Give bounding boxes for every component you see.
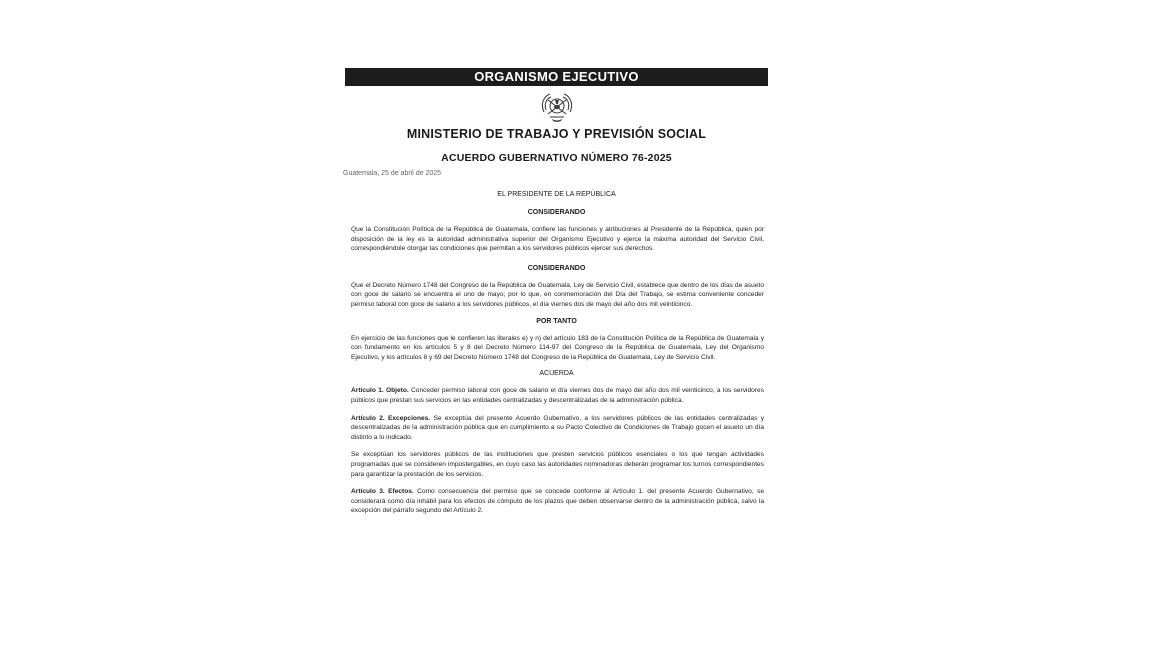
considerando-paragraph-2: Que el Decreto Número 1748 del Congreso de la República de Guatemala, Ley de Servicio Civil, establece que dentro de los días de asueto con goce de salario se encuentra el uno de mayo; por lo que, en conmemoración del Día del Trabajo, se estima conveniente conceder permiso laboral con goce de salario a los servidores públicos, el día viernes dos de mayo del año dos mil veinticinco. [351, 281, 764, 308]
article-3-title: Artículo 3. Efectos. [351, 488, 414, 496]
president-heading: EL PRESIDENTE DE LA REPÚBLICA [497, 191, 616, 198]
article-2-exception-paragraph [345, 450, 768, 479]
considerando-heading-2: CONSIDERANDO [527, 264, 586, 272]
considerando-heading-1: CONSIDERANDO [527, 209, 586, 216]
article-1-text: Conceder permiso laboral con goce de salario el día viernes dos de mayo del año dos mil veinticinco, a los servidores públicos que prestan sus servicios en las entidades centralizadas y descentralizadas de la administración pública. [351, 387, 764, 404]
article-2-paragraph [345, 414, 768, 443]
article-2-title: Artículo 2. Excepciones. [351, 414, 431, 422]
article-3-paragraph [345, 487, 768, 516]
guatemala-coat-of-arms-icon [536, 90, 578, 124]
article-2-exception-text: Se exceptúan los servidores públicos de las instituciones que presten servicios públicos esenciales o los que tengan actividades programadas que se consideren impostergables, en cuyo caso las autoridades nominadoras deberán programar los turnos correspondientes para garantizar la prestación de los servicios. [351, 451, 764, 478]
considerando-paragraph-1: Que la Constitución Política de la República de Guatemala, confiere las funciones y atribuciones al Presidente de la República, quien por disposición de la ley es la autoridad administrativa superior del Organismo Ejecutivo y ejerce la máxima autoridad del Servicio Civil, correspondiéndole otorgar las condiciones que permitan a los servidores públicos ejercer sus derechos. [351, 226, 764, 253]
article-2-text: Se exceptúa del presente Acuerdo Gubernativo, a los servidores públicos de las entidades centralizadas y descentralizadas de la administración pública que en cumplimiento a su Pacto Colectivo de Condiciones de Trabajo gocen el asueto un día distinto a lo indicado. [351, 414, 764, 441]
banner-title: ORGANISMO EJECUTIVO [345, 68, 768, 86]
acuerda-heading: ACUERDA [539, 370, 574, 378]
document-page [345, 68, 768, 516]
por-tanto-paragraph: En ejercicio de las funciones que le confieren las literales e) y n) del artículo 183 de la Constitución Política de la República de Guatemala y con fundamento en los artículos 5 y 8 del Decreto Número 114-97 del Congreso de la República de Guatemala, Ley del Organismo Ejecutivo, y los artículos 8 y 69 del Decreto Número 1748 del Congreso de la República de Guatemala, Ley de Servicio Civil. [351, 334, 764, 361]
article-3-text: Como consecuencia del permiso que se concede conforme al Artículo 1. del presente Acuerdo Gubernativo, se considerará como día inhábil para los efectos de cómputo de los plazos que deben observarse dentro de la administración pública, salvo la excepción del párrafo segundo del Artículo 2. [351, 488, 764, 515]
ministry-title: MINISTERIO DE TRABAJO Y PREVISIÓN SOCIAL [406, 127, 707, 141]
por-tanto-heading: POR TANTO [536, 317, 577, 325]
dateline: Guatemala, 25 de abril de 2025 [343, 170, 442, 177]
article-1-title: Artículo 1. Objeto. [351, 387, 409, 395]
article-1-paragraph [345, 386, 768, 405]
agreement-number: ACUERDO GUBERNATIVO NÚMERO 76-2025 [441, 152, 672, 164]
